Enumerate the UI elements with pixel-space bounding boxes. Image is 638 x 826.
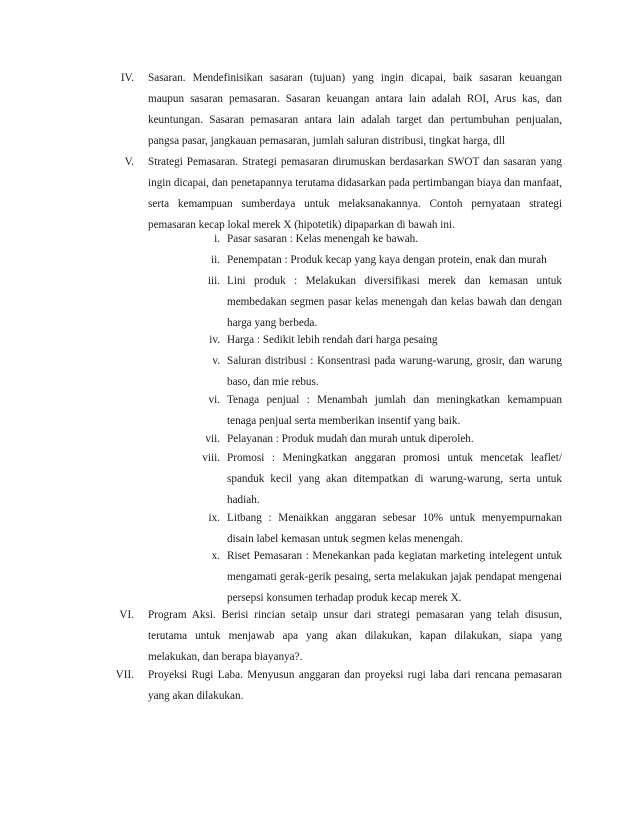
section-number: IV. <box>120 72 134 84</box>
section-number: VII. <box>115 669 134 681</box>
item-number: vi. <box>208 394 220 406</box>
strategy-item <box>188 229 562 250</box>
section-text: Proyeksi Rugi Laba. Menyusun anggaran dan proyeksi rugi laba dari rencana pemasaran yang akan dilakukan. <box>148 669 562 702</box>
strategy-item <box>188 351 562 393</box>
strategy-item <box>188 390 562 432</box>
item-text: Pelayanan : Produk mudah dan murah untuk diperoleh. <box>227 433 474 445</box>
item-text: Harga : Sedikit lebih rendah dari harga pesaing <box>227 334 438 346</box>
item-text: Saluran distribusi : Konsentrasi pada warung-warung, grosir, dan warung baso, dan mie rebus. <box>227 355 562 388</box>
strategy-item <box>188 546 562 609</box>
section-vii <box>108 665 562 707</box>
strategy-item <box>188 508 562 550</box>
item-number: iv. <box>209 334 220 346</box>
section-text: Program Aksi. Berisi rincian setaip unsur dari strategi pemasaran yang telah disusun, terutama untuk menjawab apa yang akan dilakukan, kapan dilakukan, siapa yang melakukan, dan berapa biayanya?. <box>148 609 562 663</box>
item-number: viii. <box>202 452 220 464</box>
section-text: Sasaran. Mendefinisikan sasaran (tujuan) yang ingin dicapai, baik sasaran keuangan maupun sasaran pemasaran. Sasaran keuangan antara lain adalah ROI, Arus kas, dan keuntungan. Sasaran pemasaran antara lain adalah target dan pertumbuhan penjualan, pangsa pasar, jangkauan pemasaran, jumlah saluran distribusi, tingkat harga, dll <box>148 72 562 147</box>
section-number: VI. <box>119 609 134 621</box>
item-number: vii. <box>205 433 220 445</box>
strategy-item <box>188 250 562 271</box>
item-text: Tenaga penjual : Menambah jumlah dan meningkatkan kemampuan tenaga penjual serta memberikan insentif yang baik. <box>227 394 562 427</box>
item-number: i. <box>214 233 220 245</box>
item-number: ii. <box>210 254 220 266</box>
strategy-item <box>188 448 562 511</box>
strategy-item <box>188 271 562 334</box>
section-v <box>108 152 562 236</box>
item-text: Promosi : Meningkatkan anggaran promosi untuk mencetak leaflet/ spanduk kecil yang akan ditempatkan di warung-warung, serta untuk hadiah. <box>227 452 562 506</box>
item-text: Litbang : Menaikkan anggaran sebesar 10% untuk menyempurnakan disain label kemasan untuk segmen kelas menengah. <box>227 512 562 545</box>
item-number: ix. <box>208 512 220 524</box>
item-number: iii. <box>207 275 220 287</box>
item-number: v. <box>212 355 220 367</box>
section-iv <box>108 68 562 152</box>
item-text: Penempatan : Produk kecap yang kaya dengan protein, enak dan murah <box>227 254 547 266</box>
strategy-item <box>188 429 562 450</box>
item-text: Riset Pemasaran : Menekankan pada kegiatan marketing intelegent untuk mengamati gerak-gerik pesaing, serta melakukan jajak pendapat mengenai persepsi konsumen terhadap produk kecap merek X. <box>227 550 562 604</box>
section-vi <box>108 605 562 668</box>
item-text: Lini produk : Melakukan diversifikasi merek dan kemasan untuk membedakan segmen pasar kelas menengah dan kelas bawah dan dengan harga yang berbeda. <box>227 275 562 329</box>
section-text: Strategi Pemasaran. Strategi pemasaran dirumuskan berdasarkan SWOT dan sasaran yang ingin dicapai, dan penetapannya terutama didasarkan pada pertimbangan biaya dan manfaat, serta kemampuan sumberdaya untuk melaksanakannya. Contoh pernyataan strategi pemasaran kecap lokal merek X (hipotetik) dipaparkan di bawah ini. <box>148 156 562 231</box>
strategy-item <box>188 330 562 351</box>
section-number: V. <box>124 156 134 168</box>
item-number: x. <box>211 550 220 562</box>
item-text: Pasar sasaran : Kelas menengah ke bawah. <box>227 233 419 245</box>
